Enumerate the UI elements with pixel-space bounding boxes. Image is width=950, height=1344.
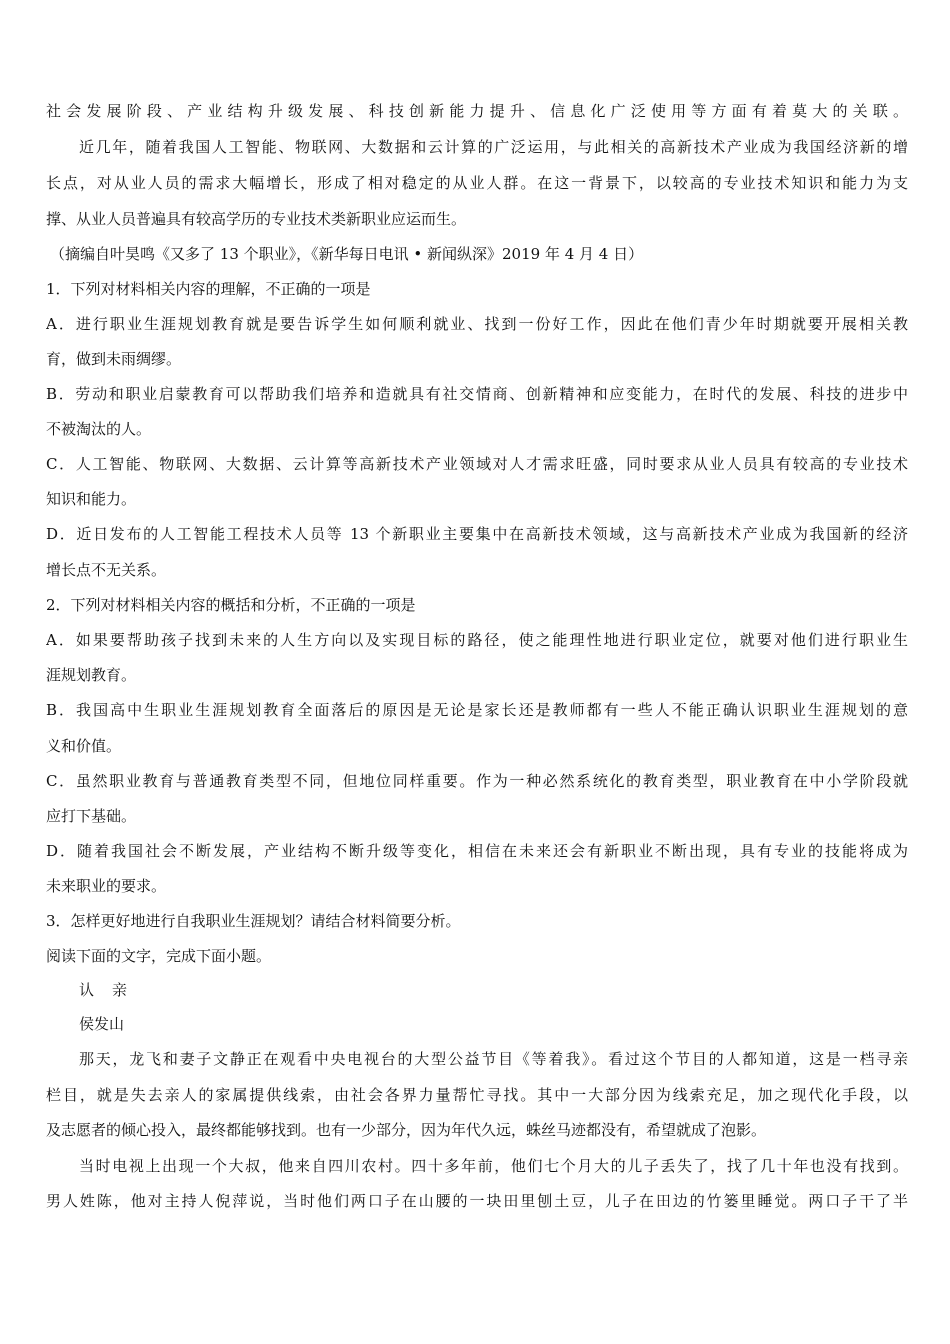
story-author: 侯发山 (79, 1015, 125, 1033)
paragraph-line: 栏目，就是失去亲人的家属提供线索，由社会各界力量帮忙寻找。其中一大部分因为线索充足，加之现代化手段，以 (46, 1086, 908, 1104)
question-1: 1．下列对材料相关内容的理解，不正确的一项是 (46, 280, 371, 298)
paragraph-line: 长点，对从业人员的需求大幅增长，形成了相对稳定的从业人群。在这一背景下，以较高的专业技术知识和能力为支 (46, 174, 908, 192)
option-1c-cont: 知识和能力。 (46, 490, 137, 508)
paragraph-line: 撑、从业人员普遍具有较高学历的专业技术类新职业应运而生。 (46, 210, 467, 228)
paragraph-line: 及志愿者的倾心投入，最终都能够找到。也有一少部分，因为年代久远，蛛丝马迹都没有，希望就成了泡影。 (46, 1121, 767, 1139)
source-citation: （摘编自叶昊鸣《又多了 13 个职业》，《新华每日电讯 • 新闻纵深》2019 年 4 月 4 日） (50, 245, 644, 263)
paragraph-line: 男人姓陈，他对主持人倪萍说，当时他们两口子在山腰的一块田里刨土豆，儿子在田边的竹篓里睡觉。两口子干了半 (46, 1192, 908, 1210)
story-title-char-1: 认 (79, 981, 95, 999)
story-title (79, 980, 941, 1000)
option-2b-cont: 义和价值。 (46, 737, 122, 755)
question-2: 2．下列对材料相关内容的概括和分析，不正确的一项是 (46, 596, 416, 614)
paragraph-line: 那天，龙飞和妻子文静正在观看中央电视台的大型公益节目《等着我》。看过这个节目的人都知道，这是一档寻亲 (79, 1050, 908, 1068)
paragraph-line: 社会发展阶段、产业结构升级发展、科技创新能力提升、信息化广泛使用等方面有着莫大的关联。 (46, 102, 908, 120)
option-1d: D．近日发布的人工智能工程技术人员等 13 个新职业主要集中在高新技术领域，这与高新技术产业成为我国新的经济 (46, 525, 908, 543)
reading-instruction: 阅读下面的文字，完成下面小题。 (46, 947, 272, 965)
option-2c-cont: 应打下基础。 (46, 807, 137, 825)
option-1c: C．人工智能、物联网、大数据、云计算等高新技术产业领域对人才需求旺盛，同时要求从业人员具有较高的专业技术 (46, 455, 908, 473)
option-2b: B．我国高中生职业生涯规划教育全面落后的原因是无论是家长还是教师都有一些人不能正确认识职业生涯规划的意 (46, 701, 908, 719)
question-3: 3．怎样更好地进行自我职业生涯规划？请结合材料简要分析。 (46, 912, 461, 930)
option-2c: C．虽然职业教育与普通教育类型不同，但地位同样重要。作为一种必然系统化的教育类型，职业教育在中小学阶段就 (46, 772, 908, 790)
option-2d: D．随着我国社会不断发展，产业结构不断升级等变化，相信在未来还会有新职业不断出现，具有专业的技能将成为 (46, 842, 908, 860)
option-2d-cont: 未来职业的要求。 (46, 877, 167, 895)
paragraph-line: 近几年，随着我国人工智能、物联网、大数据和云计算的广泛运用，与此相关的高新技术产业成为我国经济新的增 (79, 138, 908, 156)
option-1a: A．进行职业生涯规划教育就是要告诉学生如何顺利就业、找到一份好工作，因此在他们青少年时期就要开展相关教 (46, 315, 908, 333)
option-1b-cont: 不被淘汰的人。 (46, 420, 152, 438)
paragraph-line: 当时电视上出现一个大叔，他来自四川农村。四十多年前，他们七个月大的儿子丢失了，找了几十年也没有找到。 (79, 1157, 908, 1175)
option-1b: B．劳动和职业启蒙教育可以帮助我们培养和造就具有社交情商、创新精神和应变能力，在时代的发展、科技的进步中 (46, 385, 908, 403)
option-1d-cont: 增长点不无关系。 (46, 561, 167, 579)
option-2a: A．如果要帮助孩子找到未来的人生方向以及实现目标的路径，使之能理性地进行职业定位，就要对他们进行职业生 (46, 631, 908, 649)
option-1a-cont: 育，做到未雨绸缪。 (46, 350, 182, 368)
option-2a-cont: 涯规划教育。 (46, 666, 137, 684)
story-title-char-2: 亲 (112, 981, 128, 999)
